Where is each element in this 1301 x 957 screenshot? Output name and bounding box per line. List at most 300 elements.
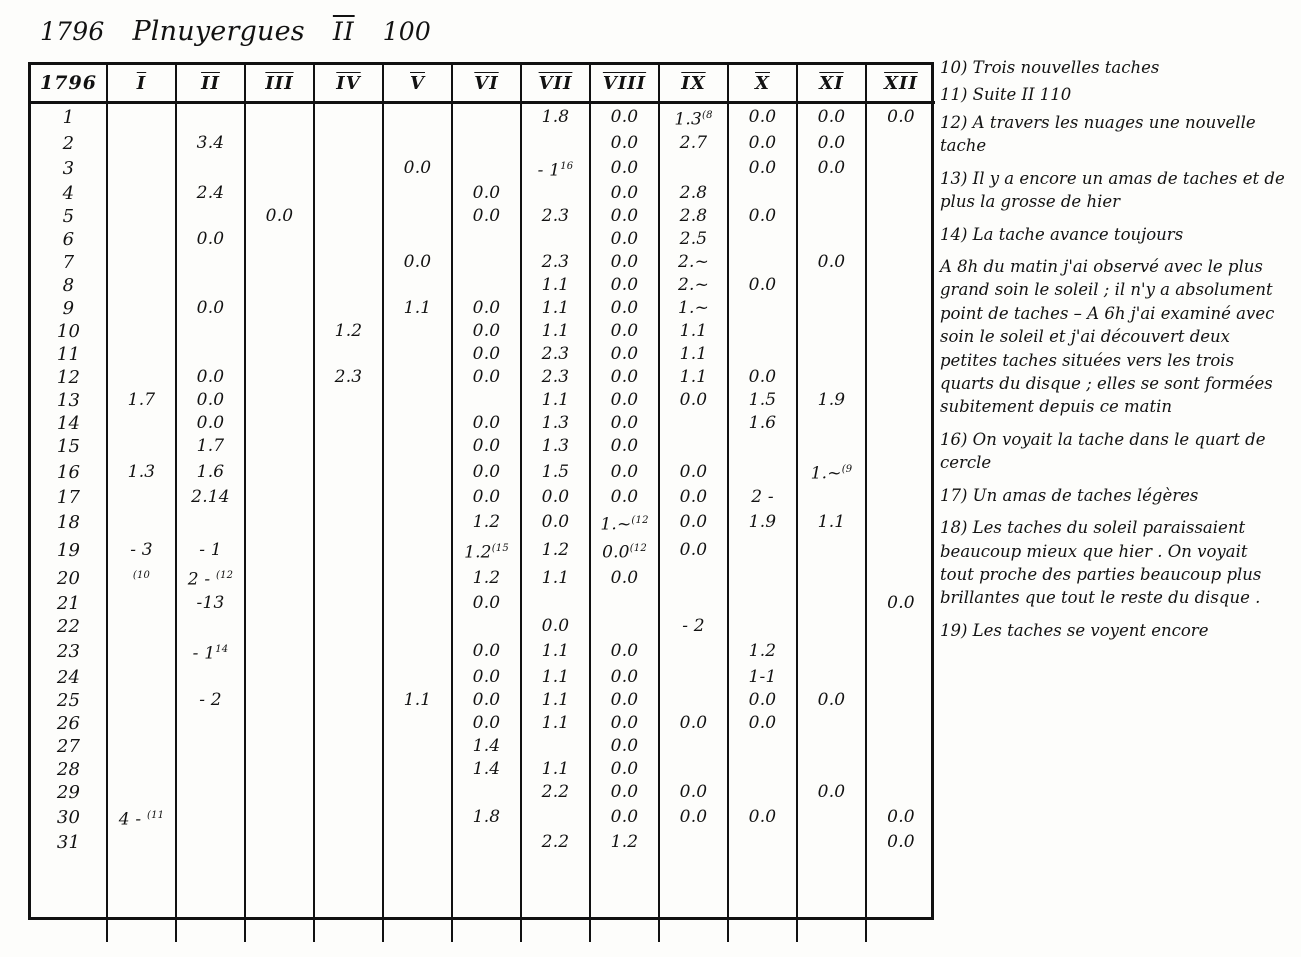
cell-blank (866, 854, 935, 876)
cell-ix-28 (659, 758, 728, 781)
cell-iii-21 (245, 592, 314, 615)
cell-ix-13: 0.0 (659, 389, 728, 412)
cell-iii-29 (245, 781, 314, 804)
cell-viii-3: 0.0 (590, 155, 659, 183)
table-row (31, 615, 935, 638)
cell-x-31 (728, 831, 797, 854)
cell-iii-9 (245, 297, 314, 320)
column-header-label: $\overline{IV}$ (336, 72, 361, 94)
cell-blank (728, 854, 797, 876)
cell-vi-24: 0.0 (452, 666, 521, 689)
cell-iii-17 (245, 486, 314, 509)
day-number: 1 (31, 103, 107, 132)
cell-viii-31: 1.2 (590, 831, 659, 854)
cell-vi-19: 1.2$^{(15}$ (452, 537, 521, 565)
day-number: 30 (31, 804, 107, 832)
day-number: 19 (31, 537, 107, 565)
cell-xi-5 (797, 205, 866, 228)
cell-viii-6: 0.0 (590, 228, 659, 251)
day-number: 25 (31, 689, 107, 712)
cell-blank (866, 920, 935, 942)
cell-iv-31 (314, 831, 383, 854)
cell-blank (107, 920, 176, 942)
cell-iii-18 (245, 509, 314, 537)
header-place: Plnuyergues (132, 16, 305, 47)
cell-blank (107, 898, 176, 920)
cell-blank (866, 898, 935, 920)
cell-xii-12 (866, 366, 935, 389)
cell-blank (590, 920, 659, 942)
day-number: 7 (31, 251, 107, 274)
cell-iii-26 (245, 712, 314, 735)
cell-blank (521, 854, 590, 876)
cell-x-3: 0.0 (728, 155, 797, 183)
cell-blank (31, 898, 107, 920)
cell-xii-25 (866, 689, 935, 712)
day-number: 9 (31, 297, 107, 320)
table-row-blank (31, 854, 935, 876)
cell-ii-18 (176, 509, 245, 537)
cell-xi-7: 0.0 (797, 251, 866, 274)
cell-ii-1 (176, 103, 245, 132)
note-11: 11) Suite II 110 (940, 85, 1072, 105)
cell-iv-29 (314, 781, 383, 804)
cell-xii-18 (866, 509, 935, 537)
cell-xii-11 (866, 343, 935, 366)
note-15: A 8h du matin j'ai observé avec le plus grand soin le soleil ; il n'y a absolument point de taches – A 6h j'ai examiné avec soin le soleil et j'ai découvert deux petites taches situées vers les trois quarts du disque ; elles se sont formées subitement depuis ce matin (940, 256, 1275, 417)
cell-vii-3: - $1^{16}$ (521, 155, 590, 183)
cell-viii-21 (590, 592, 659, 615)
cell-viii-12: 0.0 (590, 366, 659, 389)
cell-iii-22 (245, 615, 314, 638)
cell-viii-17: 0.0 (590, 486, 659, 509)
cell-iv-16 (314, 458, 383, 486)
cell-xi-26 (797, 712, 866, 735)
cell-iii-2 (245, 132, 314, 155)
cell-v-22 (383, 615, 452, 638)
cell-x-26: 0.0 (728, 712, 797, 735)
cell-blank (176, 920, 245, 942)
cell-i-15 (107, 435, 176, 458)
day-number: 4 (31, 182, 107, 205)
cell-iv-4 (314, 182, 383, 205)
column-header-label: $\overline{IX}$ (681, 72, 706, 94)
table-body (31, 103, 935, 943)
cell-blank (314, 876, 383, 898)
cell-blank (245, 876, 314, 898)
day-number: 14 (31, 412, 107, 435)
cell-ix-23 (659, 638, 728, 666)
day-number: 11 (31, 343, 107, 366)
day-number: 24 (31, 666, 107, 689)
cell-vi-9: 0.0 (452, 297, 521, 320)
column-header-xi (797, 65, 866, 103)
cell-viii-22 (590, 615, 659, 638)
cell-xii-8 (866, 274, 935, 297)
cell-i-27 (107, 735, 176, 758)
cell-blank (176, 898, 245, 920)
cell-xi-1: 0.0 (797, 103, 866, 132)
cell-iv-5 (314, 205, 383, 228)
cell-xii-10 (866, 320, 935, 343)
column-header-label: $\overline{VI}$ (474, 72, 499, 94)
cell-vii-17: 0.0 (521, 486, 590, 509)
cell-iii-19 (245, 537, 314, 565)
cell-vi-26: 0.0 (452, 712, 521, 735)
cell-viii-11: 0.0 (590, 343, 659, 366)
cell-x-12: 0.0 (728, 366, 797, 389)
cell-blank (797, 920, 866, 942)
header-month: $\overline{II}$ (332, 17, 355, 46)
cell-ix-22: - 2 (659, 615, 728, 638)
cell-iv-26 (314, 712, 383, 735)
cell-blank (31, 854, 107, 876)
cell-v-14 (383, 412, 452, 435)
cell-ix-6: 2.5 (659, 228, 728, 251)
cell-xii-3 (866, 155, 935, 183)
cell-i-19: - 3 (107, 537, 176, 565)
note-19: 19) Les taches se voyent encore (940, 620, 1209, 640)
cell-iv-23 (314, 638, 383, 666)
cell-ii-31 (176, 831, 245, 854)
cell-vii-12: 2.3 (521, 366, 590, 389)
table-row (31, 297, 935, 320)
cell-ii-23: - $1^{14}$ (176, 638, 245, 666)
cell-iv-18 (314, 509, 383, 537)
cell-v-31 (383, 831, 452, 854)
cell-i-28 (107, 758, 176, 781)
cell-xi-28 (797, 758, 866, 781)
cell-vii-15: 1.3 (521, 435, 590, 458)
cell-ix-20 (659, 564, 728, 592)
cell-ii-2: 3.4 (176, 132, 245, 155)
cell-iv-13 (314, 389, 383, 412)
day-number: 26 (31, 712, 107, 735)
cell-ii-29 (176, 781, 245, 804)
cell-ix-4: 2.8 (659, 182, 728, 205)
cell-iv-17 (314, 486, 383, 509)
cell-viii-2: 0.0 (590, 132, 659, 155)
cell-vii-2 (521, 132, 590, 155)
cell-ii-30 (176, 804, 245, 832)
cell-ix-26: 0.0 (659, 712, 728, 735)
cell-vii-4 (521, 182, 590, 205)
table-row (31, 132, 935, 155)
cell-vii-20: 1.1 (521, 564, 590, 592)
cell-vi-25: 0.0 (452, 689, 521, 712)
table-row (31, 831, 935, 854)
cell-ii-17: 2.14 (176, 486, 245, 509)
cell-v-30 (383, 804, 452, 832)
cell-blank (452, 898, 521, 920)
cell-vii-8: 1.1 (521, 274, 590, 297)
cell-iii-4 (245, 182, 314, 205)
cell-blank (452, 854, 521, 876)
day-number: 23 (31, 638, 107, 666)
cell-vi-31 (452, 831, 521, 854)
day-number: 6 (31, 228, 107, 251)
cell-xi-30 (797, 804, 866, 832)
cell-blank (383, 876, 452, 898)
cell-blank (659, 854, 728, 876)
cell-blank (797, 876, 866, 898)
cell-i-29 (107, 781, 176, 804)
table-row (31, 182, 935, 205)
cell-viii-9: 0.0 (590, 297, 659, 320)
cell-blank (452, 876, 521, 898)
cell-vi-30: 1.8 (452, 804, 521, 832)
table-row (31, 537, 935, 565)
cell-xi-9 (797, 297, 866, 320)
column-header-label: $\overline{VII}$ (538, 72, 573, 94)
cell-iv-21 (314, 592, 383, 615)
table-row (31, 712, 935, 735)
cell-ii-16: 1.6 (176, 458, 245, 486)
column-header-x (728, 65, 797, 103)
cell-ix-19: 0.0 (659, 537, 728, 565)
cell-xii-21: 0.0 (866, 592, 935, 615)
cell-xi-18: 1.1 (797, 509, 866, 537)
column-header-i (107, 65, 176, 103)
cell-vii-22: 0.0 (521, 615, 590, 638)
note-12: 12) A travers les nuages une nouvelle tache (940, 112, 1256, 156)
table-header-row (31, 65, 935, 103)
day-number: 3 (31, 155, 107, 183)
table-row (31, 735, 935, 758)
cell-i-20: (10 (107, 564, 176, 592)
cell-vii-9: 1.1 (521, 297, 590, 320)
note-16: 16) On voyait la tache dans le quart de cercle (940, 429, 1266, 473)
cell-ii-13: 0.0 (176, 389, 245, 412)
cell-xi-12 (797, 366, 866, 389)
cell-viii-26: 0.0 (590, 712, 659, 735)
cell-iii-14 (245, 412, 314, 435)
cell-i-1 (107, 103, 176, 132)
cell-i-6 (107, 228, 176, 251)
cell-x-30: 0.0 (728, 804, 797, 832)
cell-ix-1: 1.3$^{(8}$ (659, 103, 728, 132)
cell-x-20 (728, 564, 797, 592)
cell-ii-9: 0.0 (176, 297, 245, 320)
cell-viii-18: 1.~$^{(12}$ (590, 509, 659, 537)
cell-blank (383, 920, 452, 942)
cell-blank (728, 898, 797, 920)
cell-ii-11 (176, 343, 245, 366)
column-header-label: $\overline{II}$ (201, 72, 220, 94)
cell-i-4 (107, 182, 176, 205)
table-row (31, 638, 935, 666)
cell-ix-29: 0.0 (659, 781, 728, 804)
cell-v-26 (383, 712, 452, 735)
cell-vii-16: 1.5 (521, 458, 590, 486)
column-header-label: $\overline{XII}$ (884, 72, 918, 94)
cell-ii-27 (176, 735, 245, 758)
page-header (40, 16, 431, 47)
cell-vi-11: 0.0 (452, 343, 521, 366)
cell-xi-15 (797, 435, 866, 458)
cell-iv-15 (314, 435, 383, 458)
cell-iv-9 (314, 297, 383, 320)
day-number: 27 (31, 735, 107, 758)
cell-i-22 (107, 615, 176, 638)
cell-ii-20: 2 - $^{(12}$ (176, 564, 245, 592)
cell-vii-6 (521, 228, 590, 251)
cell-blank (245, 854, 314, 876)
cell-ix-9: 1.~ (659, 297, 728, 320)
day-number: 29 (31, 781, 107, 804)
cell-blank (176, 876, 245, 898)
cell-ix-24 (659, 666, 728, 689)
cell-viii-8: 0.0 (590, 274, 659, 297)
cell-vii-27 (521, 735, 590, 758)
table-row (31, 274, 935, 297)
cell-iii-1 (245, 103, 314, 132)
cell-iii-11 (245, 343, 314, 366)
cell-blank (590, 876, 659, 898)
cell-v-29 (383, 781, 452, 804)
cell-iv-3 (314, 155, 383, 183)
cell-ii-21: -13 (176, 592, 245, 615)
table-row (31, 781, 935, 804)
cell-v-24 (383, 666, 452, 689)
column-header-label: VIII (602, 72, 647, 94)
cell-blank (659, 898, 728, 920)
cell-xii-22 (866, 615, 935, 638)
cell-x-15 (728, 435, 797, 458)
cell-xii-24 (866, 666, 935, 689)
cell-vi-21: 0.0 (452, 592, 521, 615)
cell-xi-22 (797, 615, 866, 638)
cell-x-4 (728, 182, 797, 205)
cell-blank (314, 898, 383, 920)
cell-x-29 (728, 781, 797, 804)
cell-xii-1: 0.0 (866, 103, 935, 132)
cell-vii-19: 1.2 (521, 537, 590, 565)
cell-vi-5: 0.0 (452, 205, 521, 228)
cell-iii-20 (245, 564, 314, 592)
cell-v-18 (383, 509, 452, 537)
cell-xi-14 (797, 412, 866, 435)
table-row (31, 389, 935, 412)
cell-ix-2: 2.7 (659, 132, 728, 155)
cell-ii-25: - 2 (176, 689, 245, 712)
cell-v-28 (383, 758, 452, 781)
column-header-label: $\overline{XI}$ (819, 72, 844, 94)
cell-viii-24: 0.0 (590, 666, 659, 689)
cell-xii-4 (866, 182, 935, 205)
cell-x-6 (728, 228, 797, 251)
cell-x-24: 1-1 (728, 666, 797, 689)
cell-blank (107, 854, 176, 876)
cell-blank (245, 898, 314, 920)
table-row (31, 343, 935, 366)
cell-xi-16: 1.~$^{(9}$ (797, 458, 866, 486)
cell-x-21 (728, 592, 797, 615)
cell-xii-30: 0.0 (866, 804, 935, 832)
cell-blank (659, 920, 728, 942)
cell-blank (521, 898, 590, 920)
cell-xii-13 (866, 389, 935, 412)
cell-ix-10: 1.1 (659, 320, 728, 343)
cell-xi-20 (797, 564, 866, 592)
cell-iv-20 (314, 564, 383, 592)
cell-blank (797, 898, 866, 920)
column-header-iii (245, 65, 314, 103)
cell-i-9 (107, 297, 176, 320)
cell-x-25: 0.0 (728, 689, 797, 712)
day-number: 2 (31, 132, 107, 155)
cell-v-13 (383, 389, 452, 412)
cell-iii-15 (245, 435, 314, 458)
cell-vii-14: 1.3 (521, 412, 590, 435)
cell-xii-16 (866, 458, 935, 486)
cell-xii-27 (866, 735, 935, 758)
cell-ii-22 (176, 615, 245, 638)
table-row (31, 205, 935, 228)
table-row (31, 458, 935, 486)
cell-i-14 (107, 412, 176, 435)
cell-viii-23: 0.0 (590, 638, 659, 666)
cell-xi-24 (797, 666, 866, 689)
cell-x-13: 1.5 (728, 389, 797, 412)
cell-i-3 (107, 155, 176, 183)
cell-blank (314, 920, 383, 942)
cell-iii-6 (245, 228, 314, 251)
cell-ix-30: 0.0 (659, 804, 728, 832)
cell-iii-13 (245, 389, 314, 412)
cell-v-15 (383, 435, 452, 458)
cell-x-16 (728, 458, 797, 486)
cell-xi-11 (797, 343, 866, 366)
day-number: 13 (31, 389, 107, 412)
cell-blank (245, 920, 314, 942)
cell-iv-8 (314, 274, 383, 297)
cell-x-11 (728, 343, 797, 366)
cell-vii-1: 1.8 (521, 103, 590, 132)
cell-viii-14: 0.0 (590, 412, 659, 435)
cell-v-10 (383, 320, 452, 343)
cell-blank (521, 920, 590, 942)
table-row (31, 486, 935, 509)
cell-x-22 (728, 615, 797, 638)
cell-i-24 (107, 666, 176, 689)
table-row (31, 228, 935, 251)
cell-ix-3 (659, 155, 728, 183)
cell-v-6 (383, 228, 452, 251)
cell-blank (107, 876, 176, 898)
cell-viii-7: 0.0 (590, 251, 659, 274)
cell-vi-14: 0.0 (452, 412, 521, 435)
cell-xi-13: 1.9 (797, 389, 866, 412)
cell-vi-13 (452, 389, 521, 412)
cell-ii-14: 0.0 (176, 412, 245, 435)
cell-vi-8 (452, 274, 521, 297)
cell-ii-8 (176, 274, 245, 297)
column-header-iv (314, 65, 383, 103)
cell-blank (590, 898, 659, 920)
cell-vii-23: 1.1 (521, 638, 590, 666)
cell-i-10 (107, 320, 176, 343)
cell-ii-6: 0.0 (176, 228, 245, 251)
cell-vi-20: 1.2 (452, 564, 521, 592)
table-row (31, 366, 935, 389)
cell-vii-26: 1.1 (521, 712, 590, 735)
cell-iv-10: 1.2 (314, 320, 383, 343)
cell-v-19 (383, 537, 452, 565)
cell-i-2 (107, 132, 176, 155)
cell-iii-5: 0.0 (245, 205, 314, 228)
cell-x-10 (728, 320, 797, 343)
